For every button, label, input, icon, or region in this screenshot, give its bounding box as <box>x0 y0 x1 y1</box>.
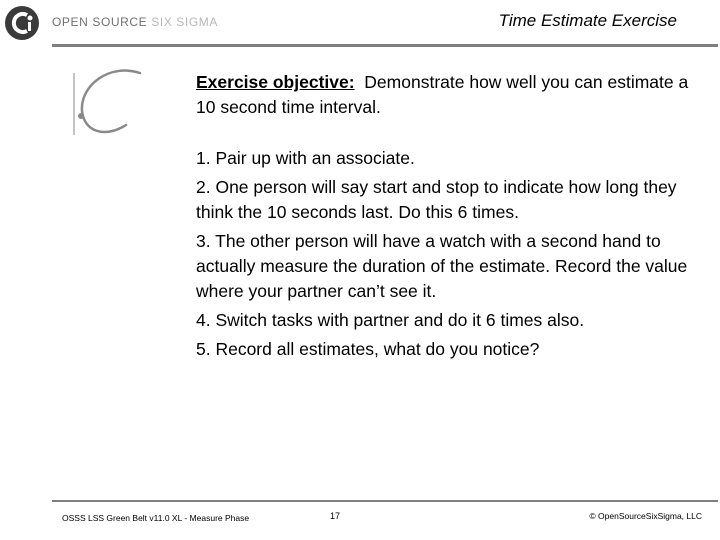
slide-title: Time Estimate Exercise <box>498 11 677 30</box>
footer-copyright: © OpenSourceSixSigma, LLC <box>589 511 702 521</box>
list-item: 2. One person will say start and stop to indicate how long they think the 10 seconds last. Do this 6 times. <box>196 177 677 222</box>
c-swoosh-logo-icon <box>70 65 154 141</box>
brand-name <box>52 15 218 29</box>
slide-footer <box>0 500 720 540</box>
brand-main: OPEN SOURCE <box>52 15 148 29</box>
page-number: 17 <box>330 511 341 521</box>
steps-list <box>196 146 696 362</box>
objective-label: Exercise objective: <box>196 72 355 92</box>
brand-accent: SIX SIGMA <box>151 15 218 29</box>
list-item: 1. Pair up with an associate. <box>196 148 415 168</box>
footer-course: OSSS LSS Green Belt v11.0 XL - Measure Phase <box>62 513 250 523</box>
header-divider <box>52 44 718 47</box>
slide-header <box>0 0 720 48</box>
objective-paragraph <box>196 70 696 120</box>
footer-divider <box>52 500 718 502</box>
list-item: 3. The other person will have a watch with a second hand to actually measure the duration of the estimate. Record the value where your partner can’t see it. <box>196 231 688 301</box>
list-item: 4. Switch tasks with partner and do it 6 times also. <box>196 310 585 330</box>
slide-body <box>196 70 696 366</box>
oss-logo-badge-icon <box>4 5 40 41</box>
list-item: 5. Record all estimates, what do you notice? <box>196 339 540 359</box>
objective-text: Demonstrate how well you can estimate a 10 second time interval. <box>196 72 689 117</box>
